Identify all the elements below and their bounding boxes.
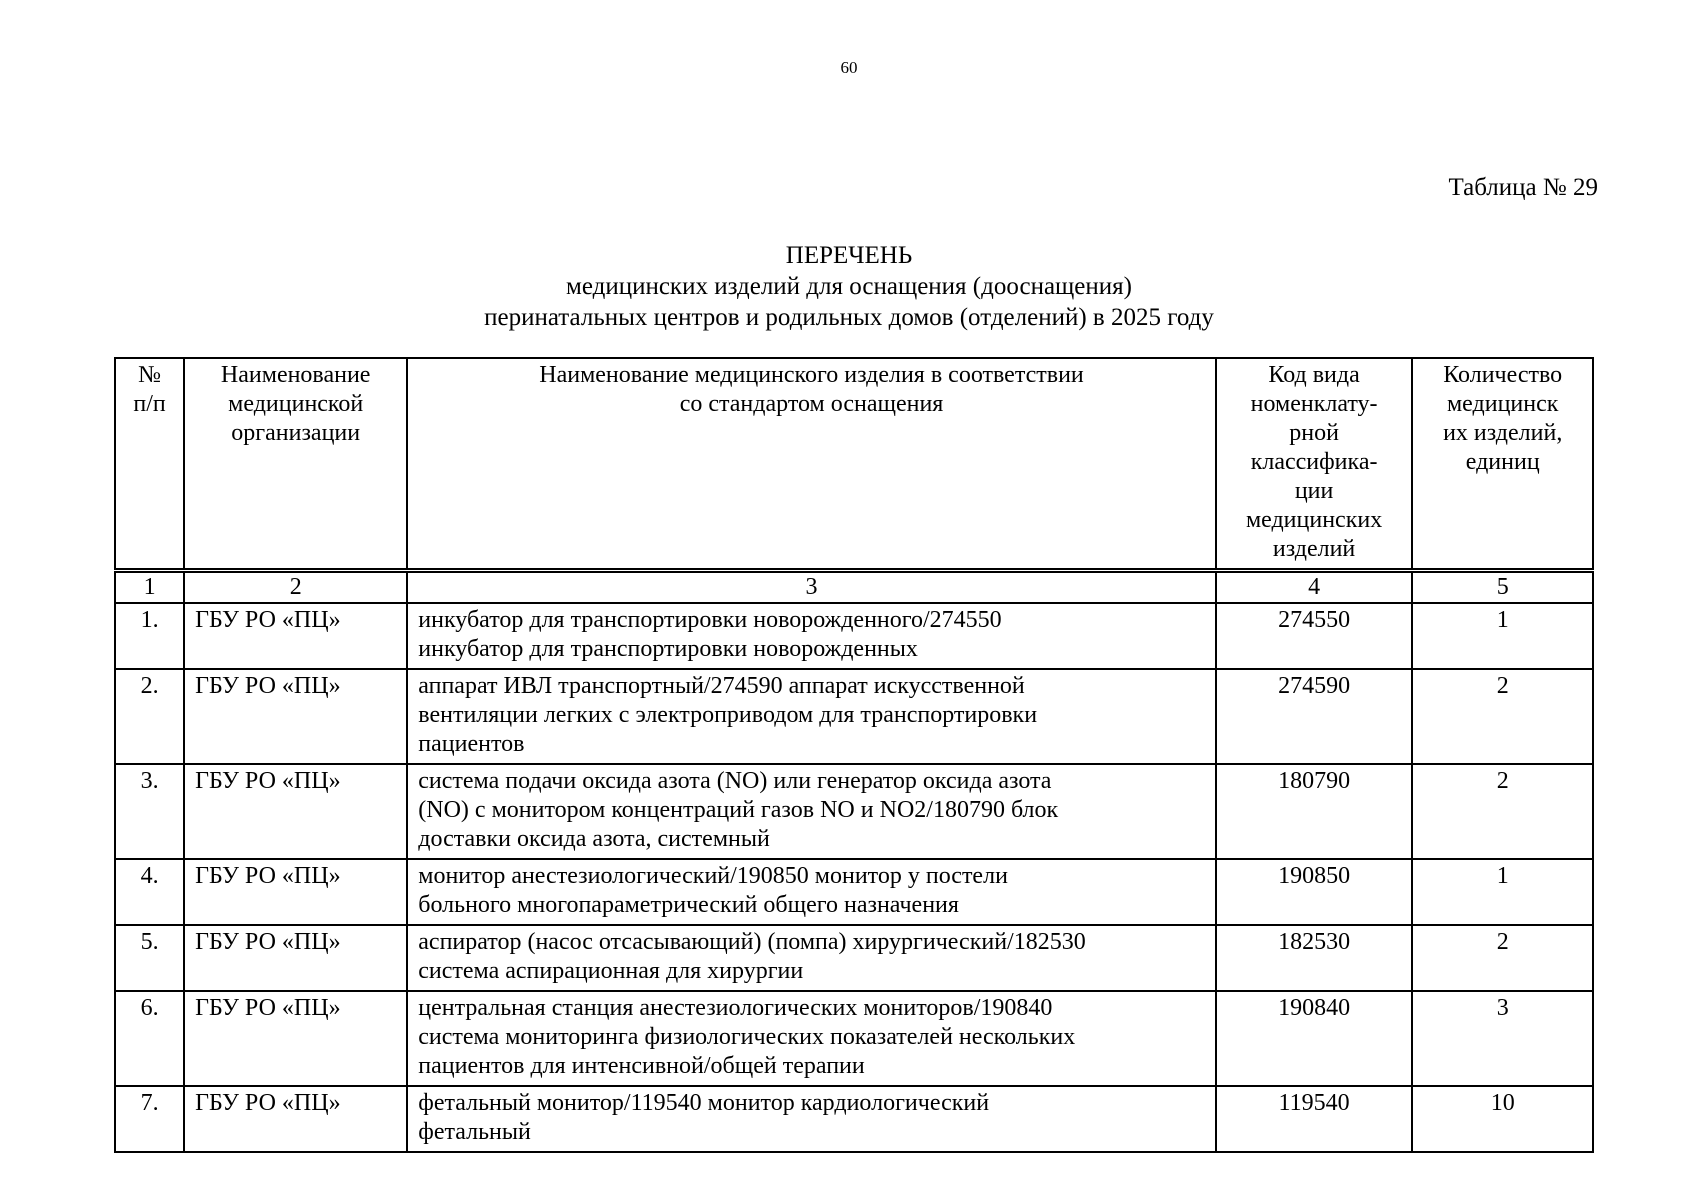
table-row	[115, 859, 1593, 925]
device-name-line: пациентов для интенсивной/общей терапии	[418, 1053, 865, 1079]
device-name-cell	[407, 991, 1216, 1086]
header-device-name-line: Наименование медицинского изделия в соответствии	[539, 362, 1084, 388]
equipment-table	[114, 357, 1594, 1153]
row-number: 4.	[115, 859, 184, 925]
table-header-row	[115, 358, 1593, 571]
device-name-line: аспиратор (насос отсасывающий) (помпа) хирургический/182530	[418, 929, 1086, 955]
code-cell: 274550	[1216, 603, 1413, 669]
device-name-line: центральная станция анестезиологических мониторов/190840	[418, 995, 1053, 1021]
device-name-line: система подачи оксида азота (NO) или генератор оксида азота	[418, 768, 1052, 794]
header-organization-line: медицинской	[228, 391, 364, 417]
code-cell: 274590	[1216, 669, 1413, 764]
quantity-cell: 1	[1412, 603, 1593, 669]
device-name-cell	[407, 603, 1216, 669]
header-quantity	[1412, 358, 1593, 571]
organization-cell: ГБУ РО «ПЦ»	[184, 603, 407, 669]
header-device-name-line: со стандартом оснащения	[679, 391, 944, 417]
header-quantity-line: их изделий,	[1443, 420, 1563, 446]
organization-cell: ГБУ РО «ПЦ»	[184, 991, 407, 1086]
page-number: 60	[840, 58, 858, 77]
header-code-line: ции	[1294, 478, 1334, 504]
row-number: 6.	[115, 991, 184, 1086]
heading-title: ПЕРЕЧЕНЬ	[785, 242, 913, 269]
header-code-line: классифика-	[1250, 449, 1378, 475]
device-name-line: фетальный монитор/119540 монитор кардиологический	[418, 1090, 990, 1116]
quantity-cell: 1	[1412, 859, 1593, 925]
device-name-line: монитор анестезиологический/190850 монитор у постели	[418, 863, 1008, 889]
device-name-line: система аспирационная для хирургии	[418, 958, 804, 984]
row-number: 7.	[115, 1086, 184, 1152]
device-name-line: система мониторинга физиологических показателей нескольких	[418, 1024, 1076, 1050]
row-number: 1.	[115, 603, 184, 669]
column-number: 2	[184, 571, 407, 604]
header-number	[115, 358, 184, 571]
header-quantity-line: медицинск	[1446, 391, 1559, 417]
quantity-cell: 2	[1412, 669, 1593, 764]
code-cell: 119540	[1216, 1086, 1413, 1152]
heading-subtitle-line2: перинатальных центров и родильных домов (отделений) в 2025 году	[484, 304, 1214, 331]
header-organization-line: Наименование	[220, 362, 371, 388]
organization-cell: ГБУ РО «ПЦ»	[184, 1086, 407, 1152]
quantity-cell: 10	[1412, 1086, 1593, 1152]
device-name-line: вентиляции легких с электроприводом для транспортировки	[418, 702, 1038, 728]
header-organization	[184, 358, 407, 571]
table-row	[115, 603, 1593, 669]
header-code-line: номенклату-	[1250, 391, 1378, 417]
device-name-cell	[407, 669, 1216, 764]
code-cell: 180790	[1216, 764, 1413, 859]
device-name-line: доставки оксида азота, системный	[418, 826, 770, 852]
organization-cell: ГБУ РО «ПЦ»	[184, 925, 407, 991]
row-number: 2.	[115, 669, 184, 764]
heading-subtitle-line1: медицинских изделий для оснащения (дооснащения)	[566, 273, 1132, 300]
device-name-cell	[407, 859, 1216, 925]
column-number: 1	[115, 571, 184, 604]
device-name-cell	[407, 925, 1216, 991]
header-device-name	[407, 358, 1216, 571]
table-row	[115, 925, 1593, 991]
device-name-line: (NO) с монитором концентраций газов NO и NO2/180790 блок	[418, 797, 1059, 823]
device-name-line: фетальный	[418, 1119, 531, 1145]
device-name-cell	[407, 1086, 1216, 1152]
quantity-cell: 2	[1412, 764, 1593, 859]
device-name-line: больного многопараметрический общего назначения	[418, 892, 959, 918]
device-name-line: аппарат ИВЛ транспортный/274590 аппарат искусственной	[418, 673, 1025, 699]
organization-cell: ГБУ РО «ПЦ»	[184, 764, 407, 859]
header-quantity-line: Количество	[1443, 362, 1563, 388]
header-code	[1216, 358, 1413, 571]
organization-cell: ГБУ РО «ПЦ»	[184, 669, 407, 764]
table-row	[115, 669, 1593, 764]
header-number-line: №	[138, 362, 162, 388]
header-organization-line: организации	[231, 420, 361, 446]
header-code-line: медицинских	[1245, 507, 1383, 533]
code-cell: 190850	[1216, 859, 1413, 925]
header-code-line: рной	[1289, 420, 1339, 446]
table-body	[115, 571, 1593, 1153]
device-name-line: инкубатор для транспортировки новорожденных	[418, 636, 918, 662]
device-name-cell	[407, 764, 1216, 859]
table-row	[115, 1086, 1593, 1152]
column-number-row	[115, 571, 1593, 604]
row-number: 3.	[115, 764, 184, 859]
row-number: 5.	[115, 925, 184, 991]
organization-cell: ГБУ РО «ПЦ»	[184, 859, 407, 925]
header-quantity-line: единиц	[1465, 449, 1540, 475]
table-row	[115, 991, 1593, 1086]
column-number: 3	[407, 571, 1216, 604]
quantity-cell: 3	[1412, 991, 1593, 1086]
header-code-line: Код вида	[1268, 362, 1360, 388]
column-number: 5	[1412, 571, 1593, 604]
header-number-line: п/п	[133, 391, 166, 417]
code-cell: 190840	[1216, 991, 1413, 1086]
document-heading	[0, 240, 1698, 333]
table-row	[115, 764, 1593, 859]
quantity-cell: 2	[1412, 925, 1593, 991]
table-label: Таблица № 29	[1448, 174, 1598, 201]
header-code-line: изделий	[1272, 536, 1356, 562]
device-name-line: инкубатор для транспортировки новорожденного/274550	[418, 607, 1002, 633]
device-name-line: пациентов	[418, 731, 525, 757]
column-number: 4	[1216, 571, 1413, 604]
code-cell: 182530	[1216, 925, 1413, 991]
